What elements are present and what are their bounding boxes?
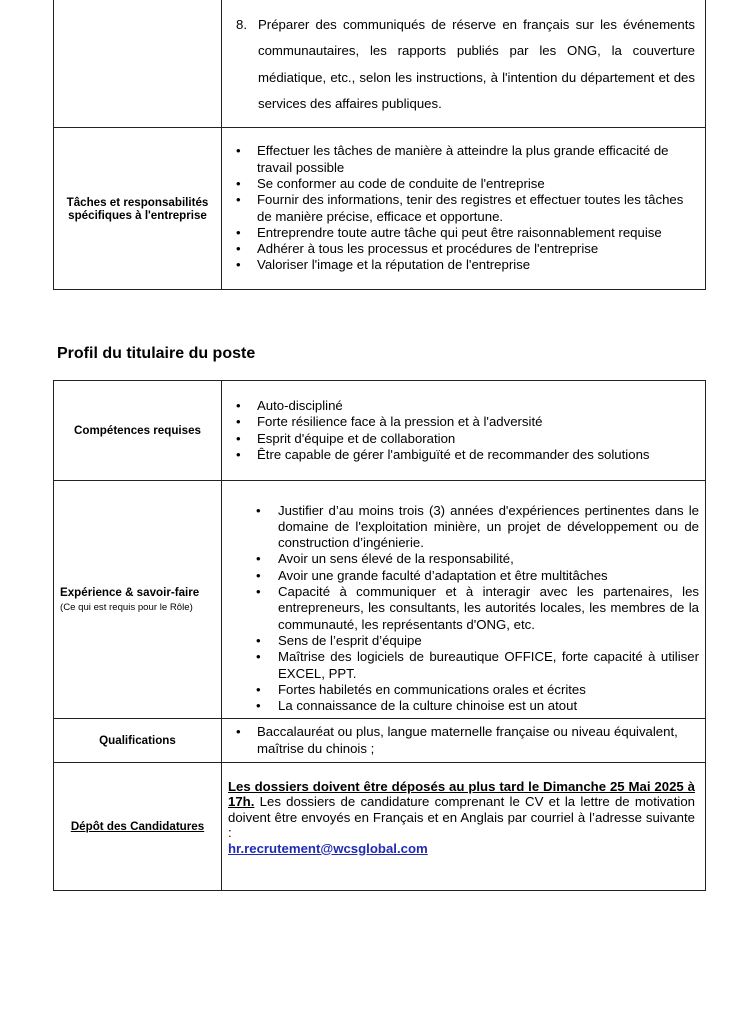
competence-item [230, 398, 699, 414]
task-item-text: Se conformer au code de conduite de l'entreprise [257, 175, 545, 191]
item-number: 8. [236, 16, 247, 32]
competence-item-text: Être capable de gérer l'ambiguïté et de recommander des solutions [257, 446, 650, 462]
bullet-icon: • [236, 430, 241, 446]
competences-cell [222, 381, 706, 481]
depot-cell [222, 763, 706, 891]
task-item-text: Effectuer les tâches de manière à atteindre la plus grande efficacité de travail possible [257, 143, 669, 175]
responsibilities-table [53, 0, 706, 290]
depot-text [228, 779, 699, 856]
bullet-icon: • [236, 224, 241, 240]
experience-item [230, 633, 699, 649]
competence-item-text: Forte résilience face à la pression et à l'adversité [257, 414, 543, 430]
experience-label: Expérience & savoir-faire [60, 585, 200, 599]
bullet-icon: • [256, 584, 261, 600]
bullet-icon: • [236, 143, 241, 159]
experience-item-text: Capacité à communiquer et à interagir avec les partenaires, les entrepreneurs, les consultants, les autorités locales, les membres de la communauté, les représentants d'ONG, etc. [278, 584, 699, 632]
bullet-icon: • [236, 175, 241, 191]
experience-item [230, 584, 699, 633]
experience-item-text: Fortes habiletés en communications orales et écrites [278, 681, 586, 697]
experience-item-text: Justifier d’au moins trois (3) années d'expériences pertinentes dans le domaine de l'exploitation minière, un projet de développement ou de construction d’ingénierie. [278, 502, 699, 551]
experience-item [230, 503, 699, 552]
task-item-text: Entreprendre toute autre tâche qui peut être raisonnablement requise [257, 224, 662, 240]
task-item [230, 241, 699, 257]
email-link[interactable]: hr.recrutement@wcsglobal.com [228, 840, 428, 856]
task-item-text: Adhérer à tous les processus et procédures de l'entreprise [257, 241, 599, 257]
tasks-label: Tâches et responsabilités spécifiques à l'entreprise [54, 128, 222, 290]
numbered-item-cell [222, 0, 706, 128]
competences-label: Compétences requises [54, 381, 222, 481]
experience-item [230, 568, 699, 584]
task-item-text: Fournir des informations, tenir des registres et effectuer toutes les tâches de manière précise, efficace et opportune. [257, 192, 684, 224]
bullet-icon: • [256, 551, 261, 567]
experience-item-text: Sens de l’esprit d’équipe [278, 632, 422, 648]
bullet-icon: • [236, 397, 241, 413]
competences-list [230, 398, 699, 463]
qualifications-label: Qualifications [54, 719, 222, 763]
task-item [230, 192, 699, 225]
experience-item [230, 682, 699, 698]
experience-sublabel: (Ce qui est requis pour le Rôle) [60, 601, 193, 613]
qualification-item-text: Baccalauréat ou plus, langue maternelle française ou niveau équivalent, maîtrise du chinois ; [257, 724, 678, 756]
experience-item [230, 698, 699, 714]
competence-item-text: Auto-discipliné [257, 397, 343, 413]
task-item-text: Valoriser l'image et la réputation de l'entreprise [257, 257, 531, 273]
experience-list [230, 503, 699, 715]
experience-item-text: Avoir une grande faculté d’adaptation et être multitâches [278, 567, 608, 583]
bullet-icon: • [256, 567, 261, 583]
bullet-icon: • [256, 649, 261, 665]
competence-item [230, 414, 699, 430]
item-text: Préparer des communiqués de réserve en français sur les événements communautaires, les rapports publiés par les ONG, la couverture médiatique, etc., selon les instructions, à l'intention du département et des services des affaires publiques. [258, 16, 695, 111]
section-title: Profil du titulaire du poste [57, 345, 256, 362]
competence-item [230, 431, 699, 447]
profile-table [53, 380, 706, 891]
tasks-cell [222, 128, 706, 290]
experience-item-text: Avoir un sens élevé de la responsabilité, [278, 551, 514, 567]
bullet-icon: • [236, 257, 241, 273]
tasks-list [230, 143, 699, 273]
bullet-icon: • [236, 724, 241, 740]
qualifications-row [54, 719, 706, 763]
depot-instructions: Les dossiers de candidature comprenant le CV et la lettre de motivation doivent être envoyés en Français et en Anglais par courriel à l’adresse suivante : [228, 794, 695, 841]
bullet-icon: • [256, 632, 261, 648]
experience-cell [222, 481, 706, 719]
competences-row [54, 381, 706, 481]
tasks-row [54, 128, 706, 290]
bullet-icon: • [236, 241, 241, 257]
bullet-icon: • [236, 192, 241, 208]
bullet-icon: • [256, 502, 261, 518]
bullet-icon: • [236, 414, 241, 430]
experience-row [54, 481, 706, 719]
experience-item [230, 551, 699, 567]
competence-item [230, 447, 699, 463]
bullet-icon: • [256, 681, 261, 697]
competence-item-text: Esprit d'équipe et de collaboration [257, 430, 456, 446]
qualifications-list [230, 724, 699, 757]
numbered-item-row [54, 0, 706, 128]
depot-deadline: Les dossiers doivent être déposés au plus tard le Dimanche 25 Mai 2025 à 17h. [228, 779, 695, 810]
experience-item-text: Maîtrise des logiciels de bureautique OFFICE, forte capacité à utiliser EXCEL, PPT. [278, 649, 699, 681]
task-item [230, 257, 699, 273]
experience-item-text: La connaissance de la culture chinoise est un atout [278, 698, 578, 714]
depot-label: Dépôt des Candidatures [70, 820, 205, 833]
experience-item [230, 649, 699, 682]
depot-row [54, 763, 706, 891]
depot-label-cell [54, 763, 222, 891]
task-item [230, 143, 699, 176]
task-item [230, 225, 699, 241]
task-item [230, 176, 699, 192]
bullet-icon: • [236, 446, 241, 462]
empty-label-cell [54, 0, 222, 128]
qualifications-cell [222, 719, 706, 763]
bullet-icon: • [256, 698, 261, 714]
qualification-item [230, 724, 699, 757]
experience-label-cell [54, 481, 222, 719]
